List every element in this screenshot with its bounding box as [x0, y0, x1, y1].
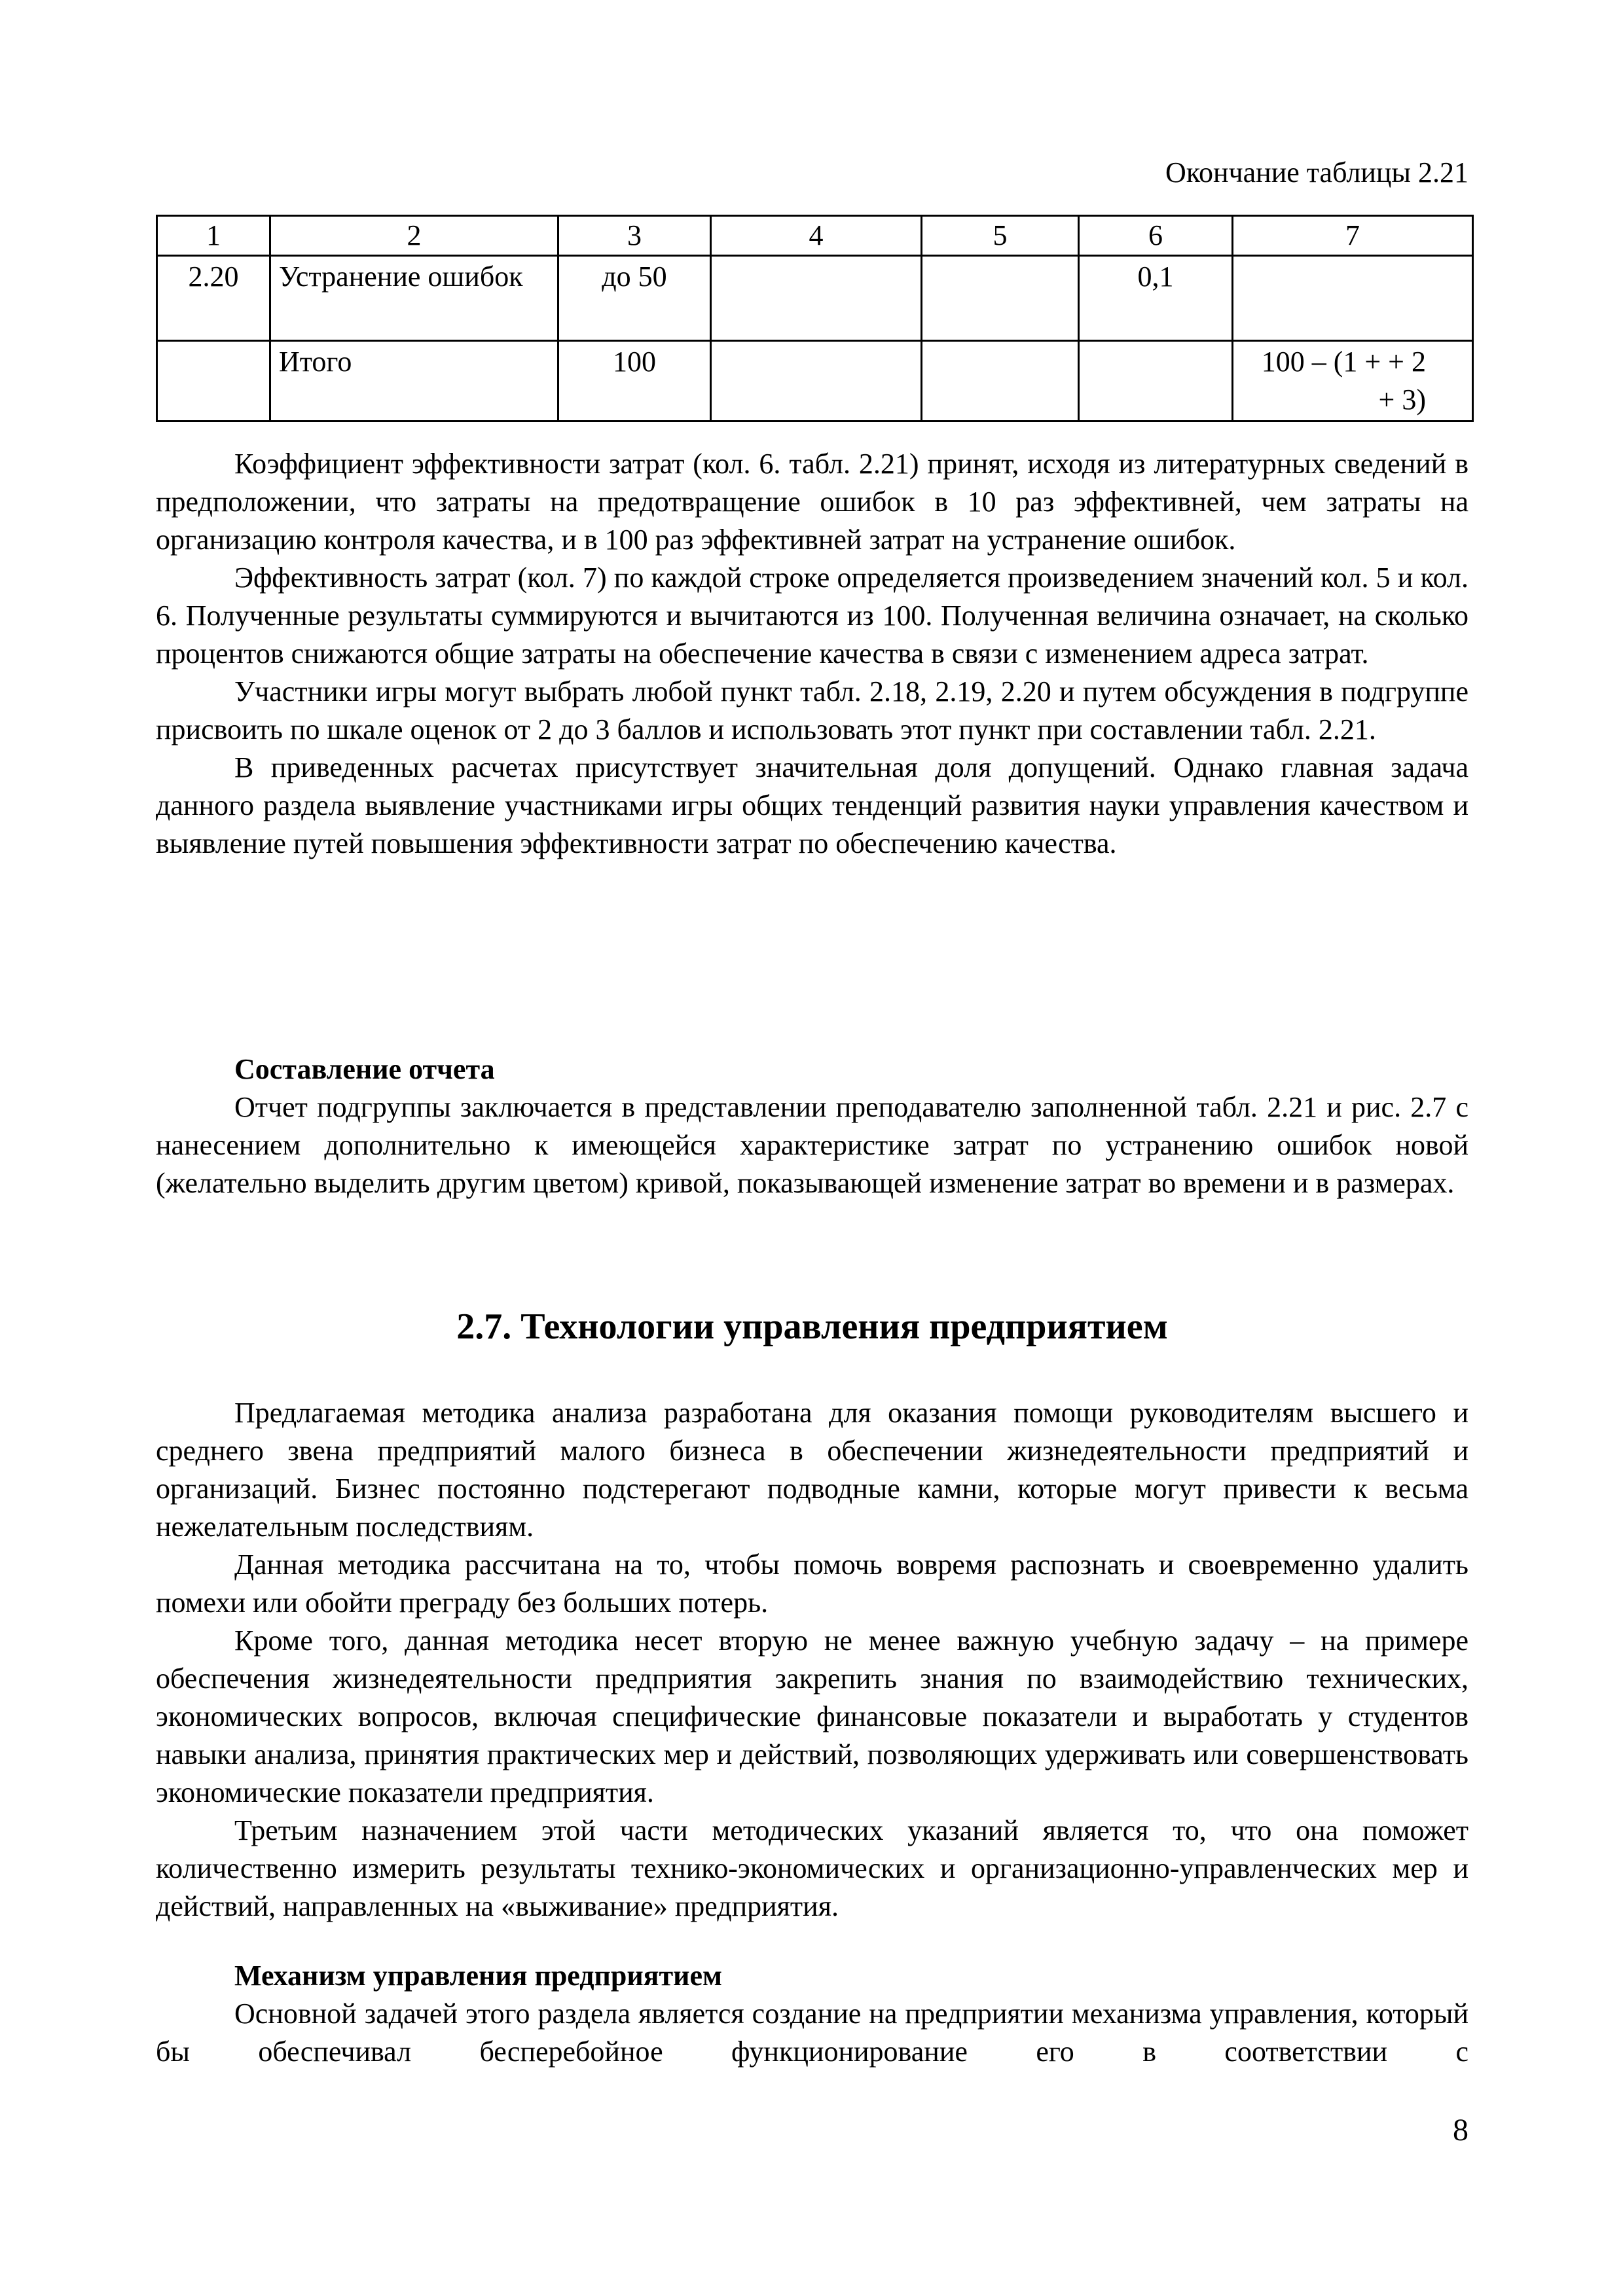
table-caption: Окончание таблицы 2.21 [1165, 156, 1468, 188]
paragraph: Основной задачей этого раздела является создание на предприятии механизма управления, который бы обеспечивал бесперебойное функционирование его в соответствии с [156, 1998, 1468, 2068]
table-cell: до 50 [558, 256, 711, 341]
report-section [156, 1050, 1468, 1202]
paragraph: Отчет подгруппы заключается в представлении преподавателю заполненной табл. 2.21 и рис. 2.7 с нанесением дополнительно к имеющейся характеристике затрат по устранению ошибок новой (желательно выделить другим цветом) кривой, показывающей изменение затрат во времени и в размерах. [156, 1091, 1468, 1199]
paragraph: Кроме того, данная методика несет вторую не менее важную учебную задачу – на примере обеспечения жизнедеятельности предприятия закрепить знания по взаимодействию технических, экономических вопросов, включая специфические финансовые показатели и выработать у студентов навыки анализа, принятия практических мер и действий, позволяющих удерживать или совершенствовать экономические показатели предприятия. [156, 1624, 1468, 1808]
table-cell: 100 – (1 + + 2 + 3) [1233, 341, 1473, 422]
table-cell: 2.20 [157, 256, 270, 341]
table-cell [922, 256, 1079, 341]
table-cell: Устранение ошибок [270, 256, 558, 341]
table-header-cell: 6 [1079, 216, 1233, 256]
table-header-cell: 3 [558, 216, 711, 256]
table-cell: 100 [558, 341, 711, 422]
table-cell [1079, 341, 1233, 422]
paragraph: Предлагаемая методика анализа разработана для оказания помощи руководителям высшего и среднего звена предприятий малого бизнеса в обеспечении жизнедеятельности предприятий и организаций. Бизнес постоянно подстерегают подводные камни, которые могут привести к весьма нежелательным последствиям. [156, 1397, 1468, 1543]
mechanism-section [156, 1957, 1468, 2071]
table-header-cell: 1 [157, 216, 270, 256]
table-cell [711, 256, 922, 341]
paragraph: В приведенных расчетах присутствует значительная доля допущений. Однако главная задача данного раздела выявление участниками игры общих тенденций развития науки управления качеством и выявление путей повышения эффективности затрат по обеспечению качества. [156, 751, 1468, 859]
table-row [157, 256, 1473, 341]
table-header-cell: 7 [1233, 216, 1473, 256]
body-section-a [156, 445, 1468, 863]
table-header-row [157, 216, 1473, 256]
paragraph: Участники игры могут выбрать любой пункт табл. 2.18, 2.19, 2.20 и путем обсуждения в подгруппе присвоить по шкале оценок от 2 до 3 баллов и использовать этот пункт при составлении табл. 2.21. [156, 675, 1468, 745]
table-cell [922, 341, 1079, 422]
subheading: Составление отчета [234, 1053, 495, 1085]
table-header-cell: 4 [711, 216, 922, 256]
paragraph: Эффективность затрат (кол. 7) по каждой строке определяется произведением значений кол. 5 и кол. 6. Полученные результаты суммируются и вычитаются из 100. Полученная величина означает, на сколько процентов снижаются общие затраты на обеспечение качества в связи с изменением адреса затрат. [156, 562, 1468, 670]
subheading: Механизм управления предприятием [234, 1960, 722, 1992]
table-cell: 0,1 [1079, 256, 1233, 341]
paragraph: Коэффициент эффективности затрат (кол. 6. табл. 2.21) принят, исходя из литературных сведений в предположении, что затраты на предотвращение ошибок в 10 раз эффективней, чем затраты на организацию контроля качества, и в 100 раз эффективней затрат на устранение ошибок. [156, 448, 1468, 556]
data-table [156, 215, 1474, 422]
table-cell [157, 341, 270, 422]
table-cell: Итого [270, 341, 558, 422]
table-cell [1233, 256, 1473, 341]
page-number: 8 [1453, 2113, 1468, 2147]
paragraph: Третьим назначением этой части методических указаний является то, что она поможет количественно измерить результаты технико-экономических и организационно-управленческих мер и действий, направленных на «выживание» предприятия. [156, 1814, 1468, 1922]
table-header-cell: 2 [270, 216, 558, 256]
body-section-b [156, 1394, 1468, 1926]
table-header-cell: 5 [922, 216, 1079, 256]
section-heading: 2.7. Технологии управления предприятием [456, 1306, 1168, 1347]
table-cell [711, 341, 922, 422]
table-row [157, 341, 1473, 422]
paragraph: Данная методика рассчитана на то, чтобы помочь вовремя распознать и своевременно удалить помехи или обойти преграду без больших потерь. [156, 1549, 1468, 1619]
